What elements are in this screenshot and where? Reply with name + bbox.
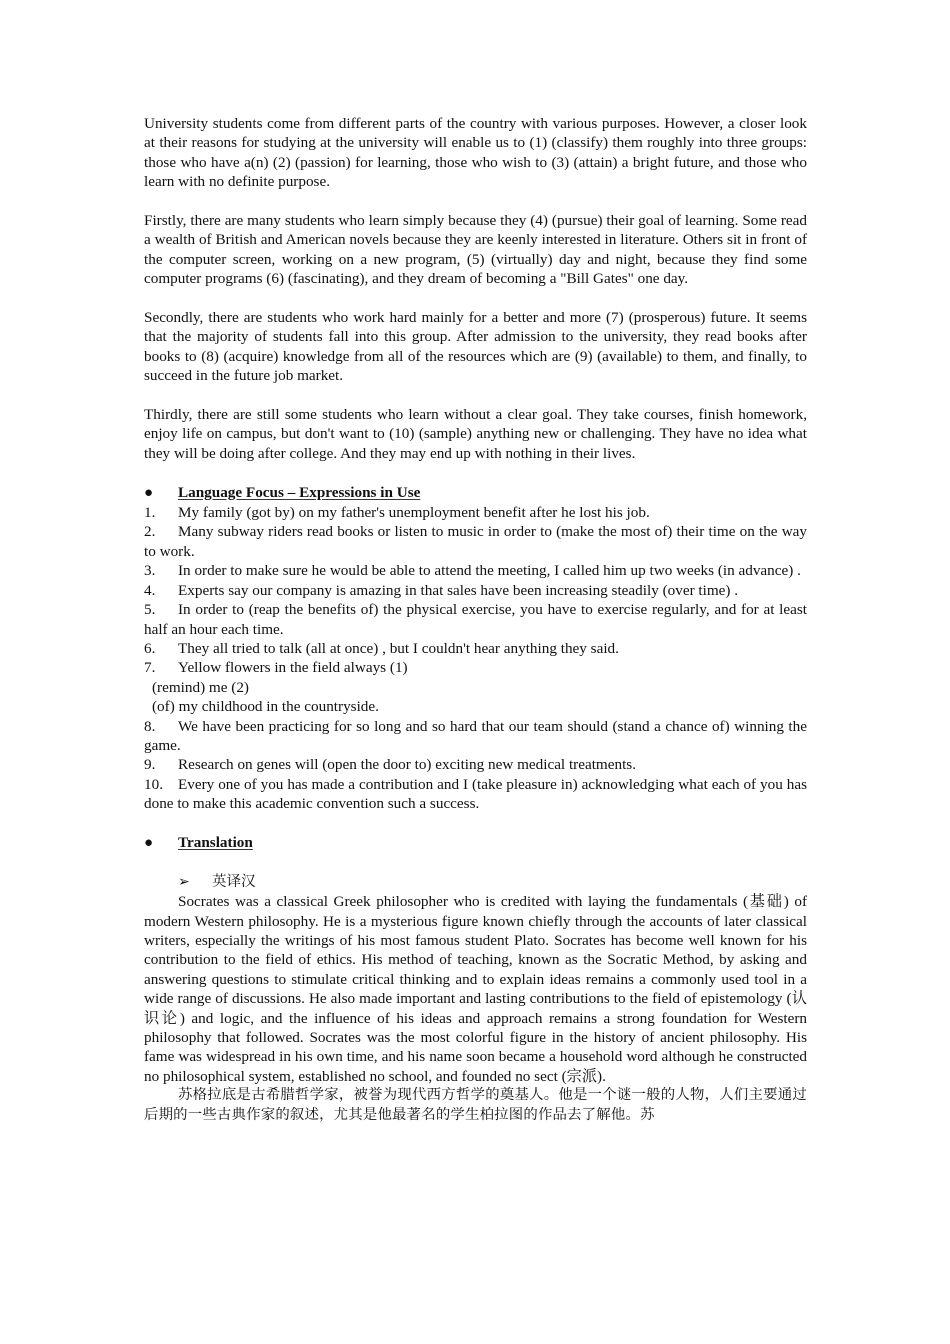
- translation-title: Translation: [178, 833, 253, 851]
- reading-paragraph-4: Thirdly, there are still some students who learn without a clear goal. They take courses, finish homework, enjoy life on campus, but don't want to (10) (sample) anything new or challenging. They have no idea what they will be doing after college. And they may end up with nothing in their lives.: [144, 406, 807, 462]
- section-spacer: [144, 814, 807, 833]
- list-item: 4. Experts say our company is amazing in that sales have been increasing steadily (over time) .: [144, 581, 739, 599]
- document-page: [144, 114, 807, 1125]
- language-focus-list: [144, 503, 807, 814]
- list-item: 9. Research on genes will (open the door to) exciting new medical treatments.: [144, 756, 637, 774]
- translation-heading: [144, 833, 807, 853]
- reading-paragraph-2: Firstly, there are many students who learn simply because they (4) (pursue) their goal of learning. Some read a wealth of British and American novels because they are keenly interested in literature. Others sit in front of the computer screen, working on a new program, (5) (virtually) day and night, because they find some computer programs (6) (fascinating), and they dream of becoming a "Bill Gates" one day.: [144, 212, 807, 288]
- list-item: 8. We have been practicing for so long and so hard that our team should (stand a chance of) winning the game.: [144, 717, 807, 754]
- bullet-icon: ●: [144, 484, 154, 501]
- translation-chinese-text: 苏格拉底是古希腊哲学家，被誉为现代西方哲学的奠基人。他是一个谜一般的人物，人们主要通过后期的一些古典作家的叙述，尤其是他最著名的学生柏拉图的作品去了解他。苏: [144, 1087, 807, 1123]
- list-item: 5. In order to (reap the benefits of) the physical exercise, you have to exercise regularly, and for at least half an hour each time.: [144, 601, 807, 638]
- list-item: 3. In order to make sure he would be able to attend the meeting, I called him up two weeks (in advance) .: [144, 562, 801, 580]
- bullet-icon: ●: [144, 834, 154, 851]
- translation-subheading-label: 英译汉: [212, 873, 256, 890]
- list-item: 10. Every one of you has made a contribution and I (take pleasure in) acknowledging what each of you has done to make this academic convention such a success.: [144, 775, 807, 813]
- list-item: 7. Yellow flowers in the field always (1): [144, 659, 408, 677]
- list-item: 6. They all tried to talk (all at once) , but I couldn't hear anything they said.: [144, 639, 619, 657]
- reading-paragraph-3: Secondly, there are students who work hard mainly for a better and more (7) (prosperous) future. It seems that the majority of students fall into this group. After admission to the university, they read books after books to (8) (acquire) knowledge from all of the resources which are (9) (available) to them, and finally, to succeed in the future job market.: [144, 309, 807, 385]
- reading-paragraph-1: University students come from different parts of the country with various purposes. However, a closer look at their reasons for studying at the university will enable us to (1) (classify) them roughly into three groups: those who have a(n) (2) (passion) for learning, those who wish to (3) (attain) a bright future, and those who learn with no definite purpose.: [144, 115, 807, 191]
- translation-subheading: [144, 873, 807, 892]
- list-item: 2. Many subway riders read books or listen to music in order to (make the most of) their time on the way to work.: [144, 523, 807, 560]
- language-focus-heading: [144, 483, 807, 503]
- list-item-7-line-3: (of) my childhood in the countryside.: [152, 698, 379, 716]
- list-item-7-line-2: (remind) me (2): [152, 678, 249, 696]
- language-focus-title: Language Focus – Expressions in Use: [178, 483, 421, 501]
- arrow-bullet-icon: ➢: [178, 874, 190, 890]
- translation-english-text: Socrates was a classical Greek philosopher who is credited with laying the fundamentals (基础) of modern Western philosophy. He is a mysterious figure known chiefly through the accounts of later classical writers, especially the writings of his most famous student Plato. Socrates has become well known for his contribution to the field of ethics. His method of teaching, known as the Socratic Method, by asking and answering questions to stimulate critical thinking and to explain ideas remains a commonly used tool in a wide range of discussions. He also made important and lasting contributions to the field of epistemology (认识论) and logic, and the influence of his ideas and approach remains a strong foundation for Western philosophy that followed. Socrates was the most colorful figure in the history of ancient philosophy. His fame was widespread in his own time, and his name soon became a household word although he constructed no philosophical system, established no school, and founded no sect (宗派).: [144, 893, 807, 1085]
- list-item: 1. My family (got by) on my father's unemployment benefit after he lost his job.: [144, 504, 650, 522]
